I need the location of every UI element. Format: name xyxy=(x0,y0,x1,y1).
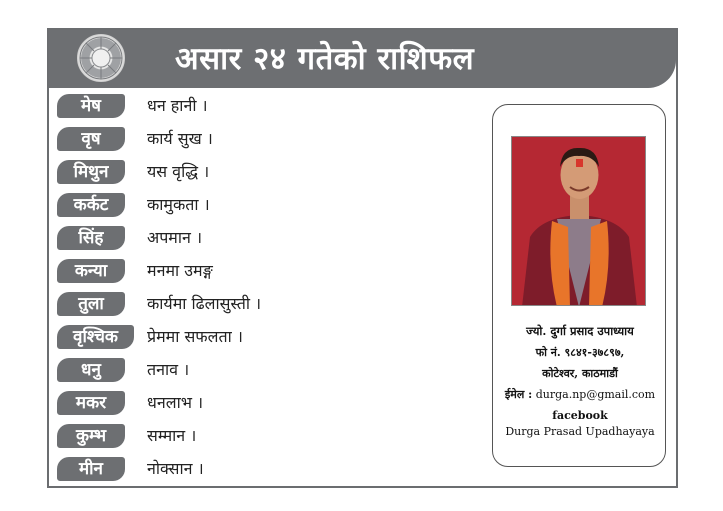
astrologer-phone: फो नं. ९८४१-३७८९७, xyxy=(535,346,625,359)
zodiac-sign-badge: मीन xyxy=(57,457,125,481)
zodiac-sign-badge: मकर xyxy=(57,391,125,415)
zodiac-sign-badge: सिंह xyxy=(57,226,125,250)
zodiac-sign-badge: कन्या xyxy=(57,259,125,283)
zodiac-sign-badge: मेष xyxy=(57,94,125,118)
astrologer-name: ज्यो. दुर्गा प्रसाद उपाध्याय xyxy=(526,324,634,338)
zodiac-result-text: धन हानी । xyxy=(147,96,208,115)
zodiac-result-text: अपमान । xyxy=(147,228,203,247)
portrait-illustration xyxy=(512,137,646,306)
zodiac-wheel-graphic xyxy=(78,35,124,81)
facebook-name: Durga Prasad Upadhayaya xyxy=(505,425,655,438)
astrologer-email-line xyxy=(493,387,667,402)
zodiac-sign-badge: तुला xyxy=(57,292,125,316)
zodiac-sign-badge: कुम्भ xyxy=(57,424,125,448)
zodiac-sign-badge: वृश्चिक xyxy=(57,325,134,349)
zodiac-result-text: कामुकता । xyxy=(147,195,210,214)
zodiac-sign-badge: मिथुन xyxy=(57,160,125,184)
header-bar xyxy=(49,30,676,88)
zodiac-result-text: मनमा उमङ्ग xyxy=(147,261,213,280)
facebook-label: facebook xyxy=(552,409,608,422)
zodiac-sign-badge: कर्कट xyxy=(57,193,125,217)
astrologer-address: कोटेश्वर, काठमाडौं xyxy=(542,367,618,380)
zodiac-result-text: धनलाभ । xyxy=(147,393,204,412)
zodiac-wheel-icon xyxy=(77,34,125,82)
zodiac-result-text: प्रेममा सफलता । xyxy=(147,327,243,346)
zodiac-sign-badge: वृष xyxy=(57,127,125,151)
email-address: durga.np@gmail.com xyxy=(535,388,656,401)
zodiac-result-text: कार्यमा ढिलासुस्ती । xyxy=(147,294,262,313)
zodiac-result-text: सम्मान । xyxy=(147,426,197,445)
zodiac-sign-badge: धनु xyxy=(57,358,125,382)
zodiac-result-text: तनाव । xyxy=(147,360,190,379)
email-label: ईमेल : xyxy=(504,388,533,401)
page-title: असार २४ गतेको राशिफल xyxy=(175,41,475,77)
zodiac-result-text: कार्य सुख । xyxy=(147,129,213,148)
zodiac-result-text: यस वृद्धि । xyxy=(147,162,210,181)
horoscope-panel xyxy=(47,28,678,488)
astrologer-photo xyxy=(511,136,646,306)
astrologer-card xyxy=(492,104,666,467)
zodiac-result-text: नोक्सान । xyxy=(147,459,204,478)
